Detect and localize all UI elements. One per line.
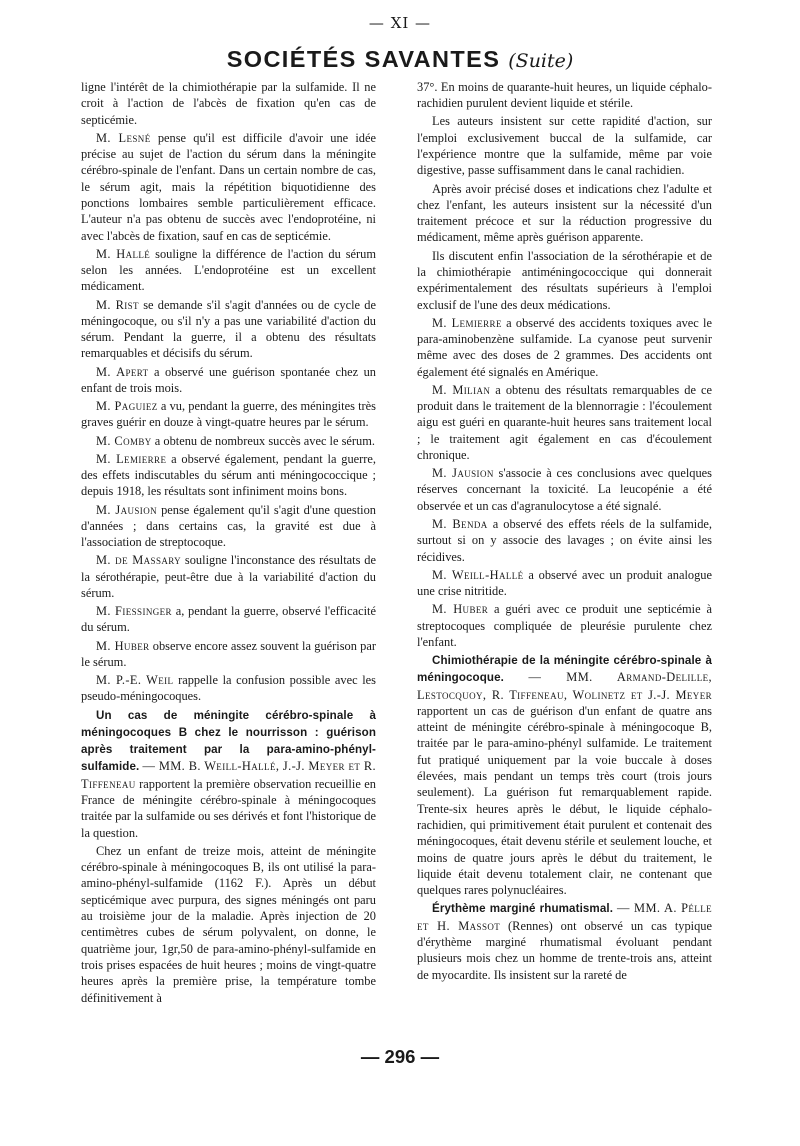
paragraph <box>81 297 376 362</box>
speaker-name: M. Jausion <box>432 466 494 481</box>
speaker-name: M. Lesné <box>96 130 151 145</box>
communication-title: Chimiothérapie de la méningite cérébro-spinale à méningocoque. <box>417 654 712 685</box>
paragraph-text: Les auteurs insistent sur cette rapidité d'action, sur l'emploi exclusivement buccal de la sulfamide, car l'expérience montre que la sulfamide, même par voie digestive, passe suffisamment dans le canal rachidien. <box>417 114 712 178</box>
paragraph <box>81 638 376 671</box>
communication-entry <box>81 707 376 841</box>
paragraph-text: rappelle la confusion possible avec les pseudo-méningocoques. <box>81 673 376 704</box>
paragraph-text: a observé également, pendant la guerre, des effets indiscutables du sérum anti méningococcique ; depuis 1918, les résultats sont infiniment moins bons. <box>81 451 376 499</box>
communication-title: Érythème marginé rhumatismal. <box>432 902 614 916</box>
speaker-name: M. Weill-Hallé <box>432 567 524 582</box>
speaker-name: M. Huber <box>432 602 489 617</box>
paragraph <box>417 382 712 463</box>
paragraph <box>417 248 712 313</box>
speaker-name: M. Apert <box>96 364 149 379</box>
paragraph <box>81 451 376 500</box>
communication-entry <box>417 900 712 982</box>
paragraph-text: pense qu'il est difficile d'avoir une idée précise au sujet de l'action du sérum dans la méningite cérébro-spinale de l'enfant. Dans un certain nombre de cas, le sérum agit, mais la répétition biquotidienne des ponctions lombaires semble particulièrement efficace. L'auteur n'a pas obtenu de succès avec l'endoprotéine, ni avec l'abcès de fixation, sauf en cas de septicémie. <box>81 130 377 243</box>
speaker-name: M. Comby <box>96 433 152 448</box>
paragraph-text: a obtenu des résultats remarquables de ce produit dans le traitement de la blennorragie : l'écoulement aigu est guéri en quarante-huit heures sans traitement local ; le traitement agit également en cas d'écoulement chronique. <box>417 382 712 462</box>
page-number: — 296 — <box>360 1046 440 1067</box>
speaker-name: M. Hallé <box>96 246 151 261</box>
paragraph-text: Ils discutent enfin l'association de la sérothérapie et de la chimiothérapie antiméningococcique qui donnerait expérimentalement des résultats supérieurs à l'emploi exclusif de l'une des deux médications. <box>417 248 712 312</box>
speaker-name: M. Paguiez <box>96 399 158 414</box>
paragraph <box>81 603 376 636</box>
page-title <box>0 46 800 73</box>
paragraph-text: 37°. En moins de quarante-huit heures, un liquide céphalo-rachidien purulent devient liquide et stérile. <box>417 80 712 111</box>
speaker-name: M. de Massary <box>96 553 182 568</box>
paragraph-text: souligne la différence de l'action du sérum selon les années. L'endoprotéine est un excellent médicament. <box>81 246 376 294</box>
paragraph-text: ligne l'intérêt de la chimiothérapie par la sulfamide. Il ne croit à l'action de l'abcès de fixation qu'en cas de septicémie. <box>81 80 376 127</box>
paragraph <box>81 246 376 295</box>
paragraph-text: souligne l'inconstance des résultats de la sérothérapie, peut-être due à la variabilité d'action du sérum. <box>81 553 376 600</box>
title-main: SOCIÉTÉS SAVANTES <box>226 46 501 72</box>
paragraph-text: observe encore assez souvent la guérison par le sérum. <box>81 638 376 669</box>
communication-authors: — MM. Armand-Delille, Lestocquoy, R. Tiffeneau, Wolinetz et J.-J. Meyer <box>417 670 712 702</box>
communication-entry <box>417 652 712 898</box>
paragraph-text: rapportent un cas de guérison d'un enfant de quatre ans atteint de méningite cérébro-spinale à méningocoque B, traitée par le para-amino-phényl sulfamide. Le traitement fut pratiqué uniquement par la voie buccale à doses élevées, mais pendant un temps très court (trois jours seulement). La guérison fut remarquablement rapide. Trente-six heures après le début, le liquide céphalo-rachidien, qui primitivement était purulent et contenait des méningocoques, était devenu stérile et seulement louche, et moins de quatre jours après le début du traitement, le liquide était devenu totalement clair, ne contenant que quelques rares polynucléaires. <box>417 703 712 898</box>
continued-paragraph <box>417 79 712 112</box>
speaker-name: M. P.-E. Weil <box>96 673 174 688</box>
right-column <box>417 79 712 985</box>
paragraph <box>417 516 712 565</box>
paragraph-text: a observé des effets réels de la sulfamide, surtout si on y associe des lavages ; on évite ainsi les récidives. <box>417 516 712 564</box>
paragraph-text: s'associe à ces conclusions avec quelques réserves concernant la toxicité. La leucopénie a été observée et un cas d'agranulocytose a été signalé. <box>417 466 712 513</box>
paragraph <box>417 315 712 380</box>
speaker-name: M. Milian <box>432 382 491 397</box>
paragraph-text: a guéri avec ce produit une septicémie à streptocoques compliquée de pleurésie purulente chez l'enfant. <box>417 602 712 649</box>
paragraph-text: Chez un enfant de treize mois, atteint de méningite cérébro-spinale à méningocoques B, ils ont utilisé la para-amino-phényl-sulfamide (1162 F.). Après un début septicémique avec purpura, des signes méningés ont paru au troisième jour de la maladie. Après injection de 20 centimètres cubes de sérum polyvalent, on donne, le quatrième jour, 1gr,50 de para-amino-phényl-sulfamide en trois prises espacées de huit heures ; moins de vingt-quatre heures après la première prise, la température tombe définitivement à <box>81 843 376 1005</box>
speaker-name: M. Rist <box>96 297 139 312</box>
paragraph <box>417 465 712 514</box>
paragraph <box>417 113 712 178</box>
paragraph-text: a observé une guérison spontanée chez un enfant de trois mois. <box>81 364 376 395</box>
paragraph <box>417 567 712 600</box>
continued-paragraph <box>81 79 376 128</box>
communication-title: Un cas de méningite cérébro-spinale à méningocoques B chez le nourrisson : guérison après traitement par la para-amino-phényl-sulfamide. <box>81 708 376 774</box>
paragraph <box>81 552 376 601</box>
paragraph <box>81 843 376 1006</box>
paragraph <box>81 433 376 449</box>
paragraph-text: a, pendant la guerre, observé l'efficacité du sérum. <box>81 604 376 635</box>
title-suffix: (Suite) <box>508 50 574 72</box>
paragraph-text: a obtenu de nombreux succès avec le sérum. <box>151 433 375 448</box>
paragraph <box>417 601 712 650</box>
speaker-name: M. Huber <box>96 638 150 653</box>
paragraph-text: a observé des accidents toxiques avec le para-aminobenzène sulfamide. La cyanose peut survenir même avec des doses de 2 grammes. Des accidents ont également été signalés en Amérique. <box>417 315 713 379</box>
roman-page-number: — XI — <box>368 14 432 32</box>
paragraph-text: a vu, pendant la guerre, des méningites très graves guérir en douze à vingt-quatre heures par le sérum. <box>81 399 376 430</box>
communication-authors: — MM. A. Pélle et H. Massot <box>417 901 712 933</box>
paragraph-text: rapportent la première observation recueillie en France de méningite cérébro-spinale à méningocoques traitée par la sulfamide ou ses dérivés et font l'historique de la question. <box>81 776 376 840</box>
paragraph-text: Après avoir précisé doses et indications chez l'adulte et chez l'enfant, les auteurs insistent sur la nécessité d'un traitement précoce et sur la réduction progressive du médicament, même après guérison apparente. <box>417 181 712 245</box>
paragraph-text: pense également qu'il s'agit d'une question d'années ; dans certains cas, la gravité est due à l'association de streptocoque. <box>81 502 376 550</box>
paragraph <box>81 502 376 551</box>
paragraph <box>417 181 712 246</box>
communication-authors: — MM. B. Weill-Hallé, J.-J. Meyer et R. Tiffeneau <box>81 759 376 791</box>
paragraph-text: (Rennes) ont observé un cas typique d'érythème marginé rhumatismal évoluant pendant plusieurs mois chez un homme de trente-trois ans, atteint de myocardite. Ils insistent sur la rareté de <box>417 918 712 982</box>
speaker-name: M. Jausion <box>96 502 158 517</box>
paragraph <box>81 130 376 244</box>
paragraph-text: se demande s'il s'agit d'années ou de cycle de méningocoque, ou s'il n'y a pas une variabilité d'action du sérum. Pendant la guerre, il a obtenu des résultats remarquables et décisifs du sérum. <box>81 297 376 361</box>
speaker-name: M. Benda <box>432 516 488 531</box>
speaker-name: M. Fiessinger <box>96 604 172 619</box>
speaker-name: M. Lemierre <box>96 451 167 466</box>
paragraph <box>81 364 376 397</box>
paragraph-text: a observé avec un produit analogue une crise nitritide. <box>417 567 712 599</box>
left-column <box>81 79 376 1008</box>
speaker-name: M. Lemierre <box>432 315 502 330</box>
paragraph <box>81 672 376 705</box>
paragraph <box>81 398 376 431</box>
